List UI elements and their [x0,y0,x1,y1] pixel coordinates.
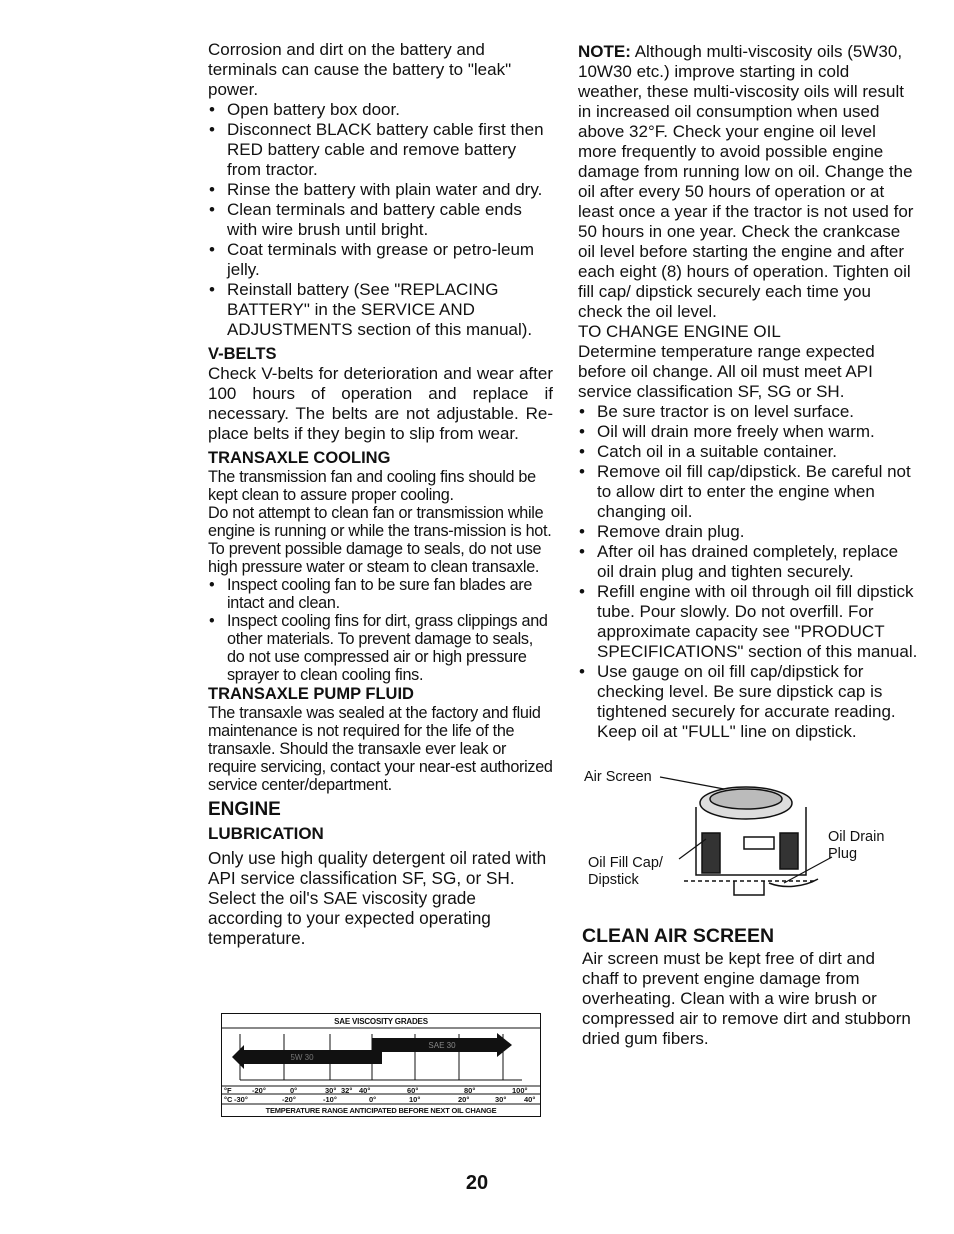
list-item: • Oil will drain more freely when warm. [578,422,918,442]
c-tick: -30° [234,1095,248,1104]
list-item: • Catch oil in a suitable container. [578,442,918,462]
clean-air-screen-text: Air screen must be kept free of dirt and chaff to prevent engine damage from overheating. Clean with a wire brush or compressed air to remove dirt and stubborn dried gum fibers. [582,949,911,1048]
f-tick: -20° [252,1086,266,1095]
f-unit: °F [224,1086,232,1095]
sae-viscosity-chart [221,1013,541,1117]
vbelts-heading: V-BELTS [208,345,277,363]
list-item: • Disconnect BLACK battery cable first then RED battery cable and remove battery from tractor. [208,120,553,180]
list-item: • Be sure tractor is on level surface. [578,402,918,422]
right-column [578,42,918,742]
oil-drain-label: Oil Drain [828,829,885,845]
cooling-text-2: Do not attempt to clean fan or transmission while engine is running or while the trans-mission is hot. To prevent possible damage to seals, do not use high pressure water or steam to clean transaxle. [208,504,552,576]
page-number: 20 [465,1172,489,1194]
list-item: • Inspect cooling fins for dirt, grass clippings and other materials. To prevent damage to seals, do not use compressed air or high pressure sprayer to clean cooling fins. [208,612,553,684]
change-oil-text: Determine temperature range expected before oil change. All oil must meet API service classification SF, SG or SH. [578,342,875,401]
list-item: • Use gauge on oil fill cap/dipstick for checking level. Be sure dipstick cap is tightened securely for accurate reading. Keep oil at "FULL" line on dipstick. [578,662,918,742]
list-item: • After oil has drained completely, replace oil drain plug and tighten securely. [578,542,918,582]
list-item: • Coat terminals with grease or petro-leum jelly. [208,240,553,280]
list-item: • Rinse the battery with plain water and dry. [208,180,553,200]
cooling-bullets [208,576,553,684]
c-tick: 0° [369,1095,377,1104]
f-tick: 40° [359,1086,371,1095]
sae-chart-title: SAE VISCOSITY GRADES [334,1017,428,1026]
list-item: • Remove drain plug. [578,522,918,542]
vbelts-text: Check V-belts for deterioration and wear after 100 hours of operation and replace if necessary. The belts are not adjustable. Re-place belts if they begin to slip from wear. [208,364,553,443]
sae-chart-graphic [222,1014,540,1116]
clean-air-screen-heading: CLEAN AIR SCREEN [582,925,775,947]
f-tick: 32° [341,1086,353,1095]
change-oil-heading: TO CHANGE ENGINE OIL [578,322,781,341]
bar-5w30-label: 5W 30 [290,1053,314,1062]
pump-fluid-text: The transaxle was sealed at the factory and fluid maintenance is not required for the life of the transaxle. Should the transaxle ever leak or require servicing, contact your near-est authorized service center/department. [208,704,553,794]
change-oil-steps [578,402,918,742]
transaxle-cooling-heading: TRANSAXLE COOLING [208,449,391,467]
list-item: • Refill engine with oil through oil fill dipstick tube. Pour slowly. Do not overfill. For approximate capacity see "PRODUCT SPECIFICATIONS" section of this manual. [578,582,918,662]
note-label: NOTE: [578,42,631,61]
c-tick: 40° [524,1095,536,1104]
c-unit: °C [224,1095,233,1104]
clean-air-screen-section [582,926,912,1049]
cooling-text-1: The transmission fan and cooling fins should be kept clean to assure proper cooling. [208,468,536,504]
transaxle-pump-fluid-heading: TRANSAXLE PUMP FLUID [208,685,414,703]
left-column [208,40,553,948]
c-tick: -20° [282,1095,296,1104]
list-item: • Open battery box door. [208,100,553,120]
c-tick: -10° [323,1095,337,1104]
bar-sae30-label: SAE 30 [428,1041,456,1050]
c-tick: 20° [458,1095,470,1104]
plug-label: Plug [828,846,858,862]
lubrication-heading: LUBRICATION [208,824,324,843]
sae-chart-footer: TEMPERATURE RANGE ANTICIPATED BEFORE NEXT OIL CHANGE [265,1106,497,1115]
engine-heading: ENGINE [208,799,281,820]
engine-figure [584,763,904,913]
oil-fill-cap-label: Oil Fill Cap/ [588,855,663,871]
list-item: • Reinstall battery (See "REPLACING BATTERY" in the SERVICE AND ADJUSTMENTS section of this manual). [208,280,553,340]
battery-steps-list [208,100,553,340]
f-tick: 0° [290,1086,298,1095]
list-item: • Remove oil fill cap/dipstick. Be careful not to allow dirt to enter the engine when changing oil. [578,462,918,522]
list-item: • Clean terminals and battery cable ends with wire brush until bright. [208,200,553,240]
note-paragraph [578,42,918,322]
air-screen-label: Air Screen [584,769,652,785]
note-text: Although multi-viscosity oils (5W30, 10W30 etc.) improve starting in cold weather, these multi-viscosity oils will result in increased oil consumption when used above 32°F. Check your engine oil level more frequently to avoid possible engine damage from running low on oil. Change the oil after every 50 hours of operation or at least once a year if the tractor is not used for 50 hours in one year. Check the crankcase oil level before starting the engine and after each eight (8) hours of operation. Tighten oil fill cap/ dipstick securely each time you check the oil level. [578,42,914,321]
f-tick: 80° [464,1086,476,1095]
f-tick: 100° [512,1086,528,1095]
lubrication-text: Only use high quality detergent oil rated with API service classification SF, SG, or SH. Select the oil's SAE viscosity grade according to your expected operating temperature. [208,848,547,948]
battery-intro: Corrosion and dirt on the battery and terminals can cause the battery to "leak" power. [208,40,512,99]
dipstick-label: Dipstick [588,872,639,888]
list-item: • Inspect cooling fan to be sure fan blades are intact and clean. [208,576,553,612]
c-tick: 10° [409,1095,421,1104]
f-tick: 30° [325,1086,337,1095]
f-tick: 60° [407,1086,419,1095]
transaxle-cooling-body [208,468,553,684]
c-tick: 30° [495,1095,507,1104]
